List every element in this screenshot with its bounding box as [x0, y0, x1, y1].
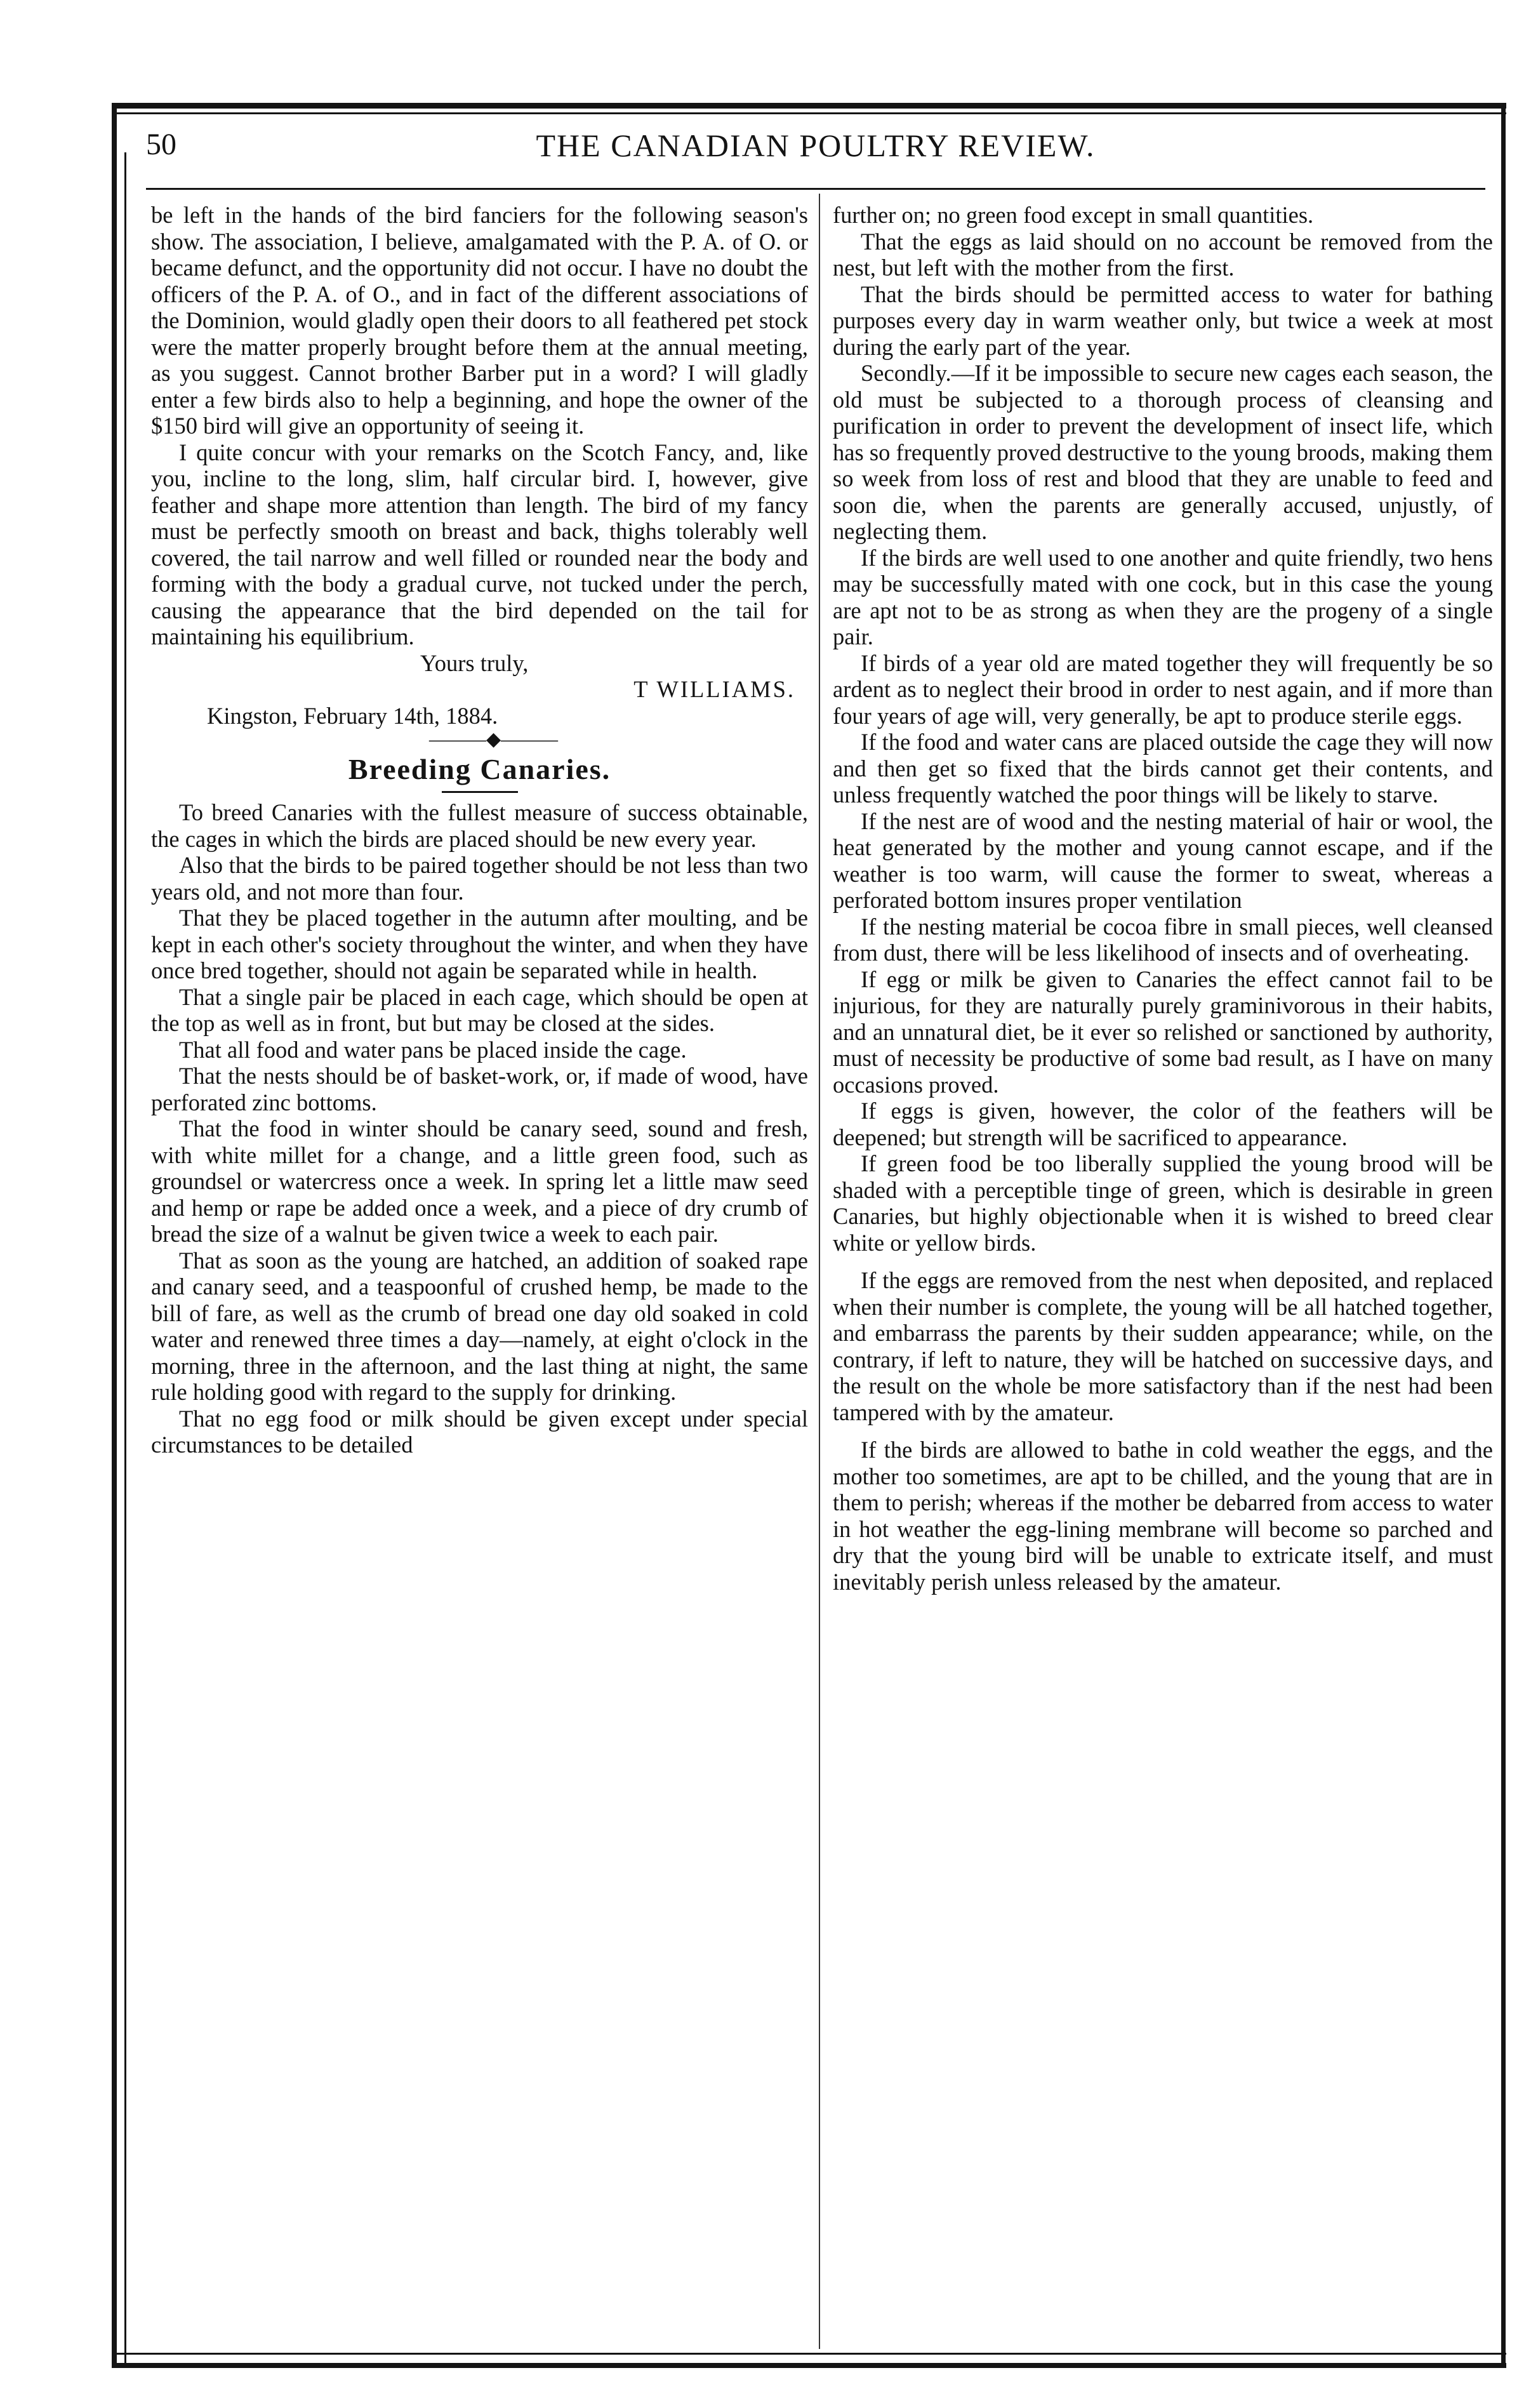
paragraph-gap — [833, 1425, 1493, 1437]
running-title: THE CANADIAN POULTRY REVIEW. — [536, 128, 1096, 163]
page-border-top-inner — [113, 112, 1506, 114]
section-ornament: ———◆——— — [428, 729, 559, 750]
article-paragraph: That all food and water pans be placed inside the cage. — [179, 1036, 687, 1063]
article-paragraph: That the nests should be of basket-work, or, if made of wood, have perforated zinc bottoms. — [151, 1063, 808, 1115]
article-paragraph: If the food and water cans are placed outside the cage they will now and then get so fixed that the birds cannot get their contents, and unless frequently watched the poor things will be likely to starve. — [833, 729, 1493, 808]
article-paragraph: If the birds are well used to one another and quite friendly, two hens may be successfully mated with one cock, but in this case the young are apt not to be as strong as when they are the progeny of a single pair. — [833, 544, 1493, 649]
article-paragraph: If the eggs are removed from the nest when deposited, and replaced when their number is complete, the young will be all hatched together, and embarrass the parents by their sudden appearance; while, on the contrary, if left to nature, they will be hatched on successive days, and the result on the whole be more satisfactory than if the nest had been tampered with by the amateur. — [833, 1267, 1493, 1425]
article-paragraph: That no egg food or milk should be given except under special circumstances to be detailed — [151, 1405, 808, 1458]
article-paragraph: Also that the birds to be paired together should be not less than two years old, and not more than four. — [151, 852, 808, 905]
article-paragraph: If the nesting material be cocoa fibre in small pieces, well cleansed from dust, there will be less likelihood of insects and of overheating. — [833, 913, 1493, 966]
article-paragraph: If egg or milk be given to Canaries the effect cannot fail to be injurious, for they are naturally purely graminivorous in their habits, and an unnatural diet, be it ever so relished or sanctioned by authority, must of necessity be productive of some bad result, as I have on many occasions proved. — [833, 966, 1493, 1098]
article-paragraph: If green food be too liberally supplied the young brood will be shaded with a perceptible tinge of green, which is desirable in green Canaries, but highly objectionable when it is wished to breed clear white or yellow birds. — [833, 1150, 1493, 1256]
article-paragraph: To breed Canaries with the fullest measure of success obtainable, the cages in which the birds are placed should be new every year. — [151, 799, 808, 852]
column-divider — [819, 194, 820, 2349]
article-paragraph: If eggs is given, however, the color of the feathers will be deepened; but strength will be sacrificed to appearance. — [833, 1098, 1493, 1150]
page-border-left — [112, 103, 117, 2368]
article-heading: Breeding Canaries. — [348, 753, 611, 785]
page-border-right — [1501, 103, 1506, 2368]
letter-signature: T WILLIAMS. — [633, 676, 795, 702]
paragraph-gap — [833, 1256, 1493, 1267]
page-border-left-inner — [124, 152, 126, 2368]
letter-paragraph: be left in the hands of the bird fanciers for the following season's show. The association, I believe, amalgamated with the P. A. of O. or became defunct, and the opportunity did not occur. I have no doubt the officers of the P. A. of O., and in fact of the different associations of the Dominion, would gladly open their doors to all feathered pet stock were the matter properly brought before them at the annual meeting, as you suggest. Cannot brother Barber put in a word? I will gladly enter a few birds also to help a beginning, and hope the owner of the $150 bird will give an opportunity of seeing it. — [151, 202, 808, 439]
page-header — [146, 127, 1485, 171]
page-border-bottom — [113, 2363, 1506, 2368]
page-number: 50 — [146, 128, 176, 161]
letter-paragraph: I quite concur with your remarks on the Scotch Fancy, and, like you, incline to the long, slim, half circular bird. I, however, give feather and shape more attention than length. The bird of my fancy must be perfectly smooth on breast and back, thighs tolerably well covered, the tail narrow and well filled or rounded near the body and forming with the body a gradual curve, not tucked under the perch, causing the appearance that the bird depended on the tail for maintaining his equilibrium. — [151, 439, 808, 649]
page-border-bottom-inner — [113, 2353, 1506, 2355]
article-paragraph: further on; no green food except in small quantities. — [833, 202, 1314, 228]
page-border-top — [113, 103, 1506, 109]
article-paragraph: If the birds are allowed to bathe in cold weather the eggs, and the mother too sometimes, are apt to be chilled, and the young that are in them to perish; whereas if the mother be debarred from access to water in hot weather the egg-lining membrane will become so parched and dry that the young bird will be unable to extricate itself, and must inevitably perish unless released by the amateur. — [833, 1437, 1493, 1595]
heading-rule — [442, 791, 518, 793]
article-paragraph: That the birds should be permitted access to water for bathing purposes every day in warm weather only, but twice a week at most during the early part of the year. — [833, 281, 1493, 360]
left-column — [151, 202, 808, 1458]
article-paragraph: That the eggs as laid should on no account be removed from the nest, but left with the mother from the first. — [833, 228, 1493, 281]
header-rule — [146, 188, 1485, 190]
article-paragraph: If the nest are of wood and the nesting material of hair or wool, the heat generated by the mother and young cannot escape, and if the weather is too warm, will cause the former to sweat, whereas a perforated bottom insures proper ventilation — [833, 808, 1493, 913]
article-paragraph: Secondly.—If it be impossible to secure new cages each season, the old must be subjected to a thorough process of cleansing and purification in order to prevent the development of insect life, which has so frequently proved destructive to the young broods, making them so week from loss of rest and blood that they are unable to feed and soon die, when the parents are generally accused, unjustly, of neglecting them. — [833, 360, 1493, 544]
letter-signoff: Yours truly, — [420, 649, 529, 676]
right-column — [833, 202, 1493, 1595]
article-paragraph: That the food in winter should be canary seed, sound and fresh, with white millet for a change, and a little green food, such as groundsel or watercress once a week. In spring let a little maw seed and hemp or rape be added once a week, and a piece of dry crumb of bread the size of a walnut be given twice a week to each pair. — [151, 1115, 808, 1247]
article-paragraph: That a single pair be placed in each cage, which should be open at the top as well as in front, but but may be closed at the sides. — [151, 983, 808, 1036]
article-paragraph: That as soon as the young are hatched, an addition of soaked rape and canary seed, and a teaspoonful of crushed hemp, be made to the bill of fare, as well as the crumb of bread one day old soaked in cold water and renewed three times a day—namely, at eight o'clock in the morning, three in the afternoon, and the last thing at night, the same rule holding good with regard to the supply for drinking. — [151, 1247, 808, 1405]
article-paragraph: If birds of a year old are mated together they will frequently be so ardent as to neglect their brood in order to nest again, and if more than four years of age will, very generally, be apt to produce sterile eggs. — [833, 649, 1493, 729]
article-paragraph: That they be placed together in the autumn after moulting, and be kept in each other's society throughout the winter, and when they have once bred together, should not again be separated while in health. — [151, 905, 808, 983]
letter-dateline: Kingston, February 14th, 1884. — [207, 702, 498, 729]
